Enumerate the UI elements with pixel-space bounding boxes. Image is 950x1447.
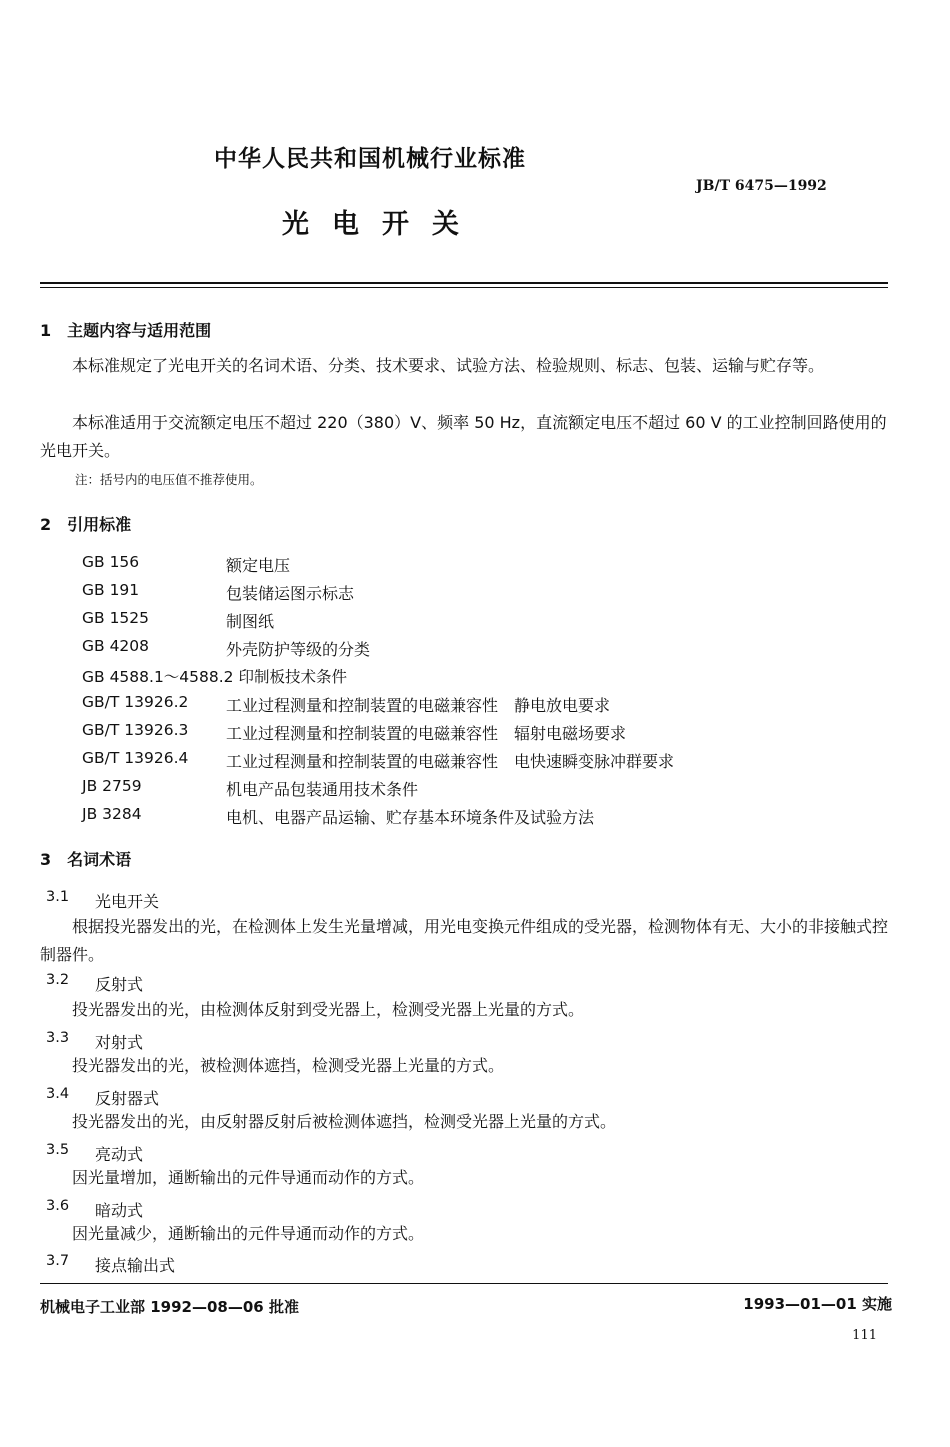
term-definition: 投光器发出的光，由检测体反射到受光器上，检测受光器上光量的方式。 — [72, 1000, 585, 1019]
ref-code: GB 156 — [82, 553, 140, 571]
header-rule-thin — [40, 287, 888, 288]
section-1-paragraph-2: 本标准适用于交流额定电压不超过 220（380）V、频率 50 Hz，直流额定电压不超过 60 V 的工业控制回路使用的光电开关。 — [40, 413, 887, 460]
section-1-heading: 1 主题内容与适用范围 — [40, 321, 212, 340]
term-number: 3.6 — [46, 1198, 70, 1214]
term-name: 光电开关 — [95, 892, 160, 911]
ref-title: 工业过程测量和控制装置的电磁兼容性 辐射电磁场要求 — [226, 724, 627, 743]
ref-title: 额定电压 — [226, 556, 291, 575]
term-name: 暗动式 — [95, 1201, 144, 1220]
standard-number: JB/T 6475—1992 — [696, 178, 827, 194]
term-name: 亮动式 — [95, 1145, 144, 1164]
section-1-paragraph-1: 本标准规定了光电开关的名词术语、分类、技术要求、试验方法、检验规则、标志、包装、运输与贮存等。 — [72, 356, 825, 375]
term-name: 接点输出式 — [95, 1256, 176, 1275]
term-definition: 投光器发出的光，由反射器反射后被检测体遮挡，检测受光器上光量的方式。 — [72, 1112, 617, 1131]
ref-code: GB 191 — [82, 581, 140, 599]
ref-title: 工业过程测量和控制装置的电磁兼容性 电快速瞬变脉冲群要求 — [226, 752, 675, 771]
ref-code: GB 4588.1～4588.2 印制板技术条件 — [82, 668, 347, 686]
ref-title: 外壳防护等级的分类 — [226, 640, 371, 659]
ref-title: 工业过程测量和控制装置的电磁兼容性 静电放电要求 — [226, 696, 611, 715]
org-title: 中华人民共和国机械行业标准 — [214, 146, 526, 172]
term-number: 3.3 — [46, 1030, 70, 1046]
term-number: 3.7 — [46, 1253, 70, 1269]
term-name: 反射式 — [95, 975, 144, 994]
ref-title: 机电产品包装通用技术条件 — [226, 780, 419, 799]
term-name: 反射器式 — [95, 1089, 160, 1108]
ref-title: 电机、电器产品运输、贮存基本环境条件及试验方法 — [226, 808, 595, 827]
term-definition: 因光量增加，通断输出的元件导通而动作的方式。 — [72, 1168, 425, 1187]
term-definition: 投光器发出的光，被检测体遮挡，检测受光器上光量的方式。 — [72, 1056, 505, 1075]
ref-code: GB/T 13926.2 — [82, 693, 189, 711]
term-name: 对射式 — [95, 1033, 144, 1052]
term-number: 3.4 — [46, 1086, 70, 1102]
footer-rule — [40, 1283, 888, 1284]
section-3-heading: 3 名词术语 — [40, 850, 132, 869]
ref-code: GB/T 13926.3 — [82, 721, 189, 739]
header-rule-thick — [40, 282, 888, 284]
ref-code: GB 4208 — [82, 637, 150, 655]
term-number: 3.1 — [46, 889, 70, 905]
section-2-heading: 2 引用标准 — [40, 515, 132, 534]
term-definition: 根据投光器发出的光，在检测体上发生光量增减，用光电变换元件组成的受光器，检测物体有无、大小的非接触式控制器件。 — [40, 917, 889, 964]
approval-line: 机械电子工业部 1992—08—06 批准 — [40, 1298, 299, 1316]
term-number: 3.5 — [46, 1142, 70, 1158]
section-1-note: 注：括号内的电压值不推荐使用。 — [75, 472, 263, 487]
ref-code: GB 1525 — [82, 609, 150, 627]
document-title: 光电开关 — [282, 209, 482, 240]
ref-code: JB 3284 — [82, 805, 142, 823]
term-number: 3.2 — [46, 972, 70, 988]
term-definition: 因光量减少，通断输出的元件导通而动作的方式。 — [72, 1224, 425, 1243]
ref-title: 包装储运图示标志 — [226, 584, 355, 603]
implementation-line: 1993—01—01 实施 — [743, 1295, 892, 1313]
page-number: 111 — [852, 1328, 877, 1343]
ref-title: 制图纸 — [226, 612, 275, 631]
ref-code: GB/T 13926.4 — [82, 749, 189, 767]
ref-code: JB 2759 — [82, 777, 142, 795]
